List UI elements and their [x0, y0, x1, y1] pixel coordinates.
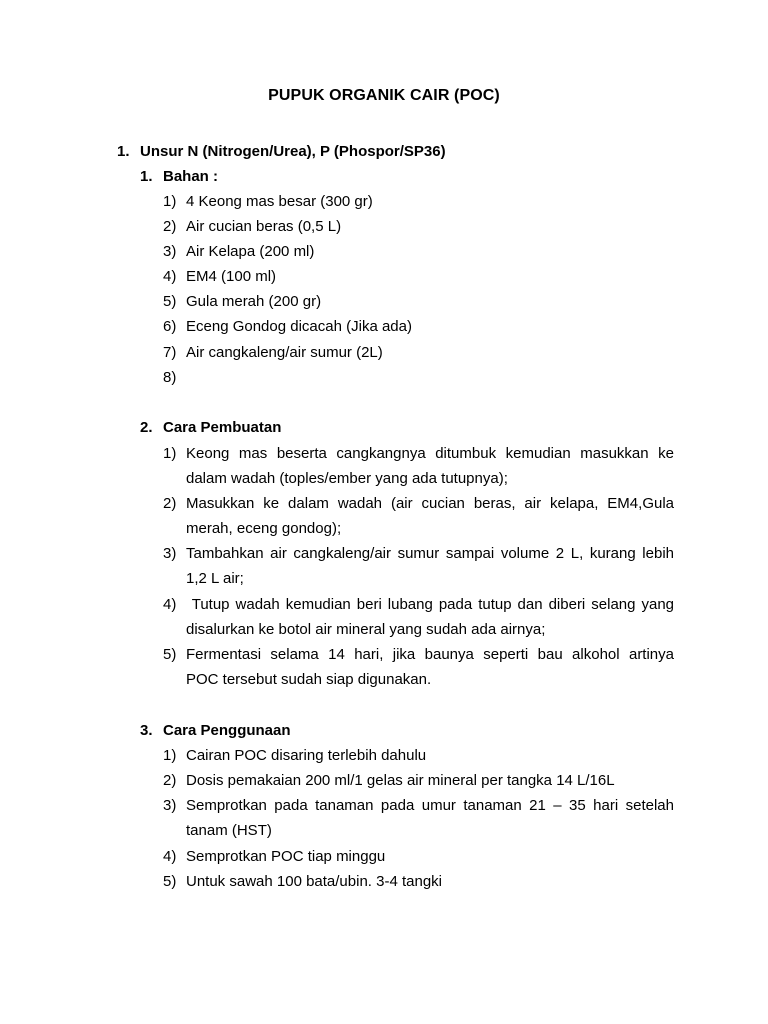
list-item-number: 5): [163, 873, 177, 890]
list-item: Gula merah (200 gr): [186, 293, 322, 310]
list-item-line: Untuk sawah 100 bata/ubin. 3-4 tangki: [186, 873, 443, 890]
list-item-number: 3): [163, 545, 177, 562]
list-item-line: Keong mas beserta cangkangnya ditumbuk kemudian masukkan ke: [186, 445, 674, 462]
section-heading: Unsur N (Nitrogen/Urea), P (Phospor/SP36): [140, 143, 446, 160]
list-item-number: 3): [163, 243, 177, 260]
list-item-number: 2): [163, 218, 177, 235]
list-item-number: 1): [163, 193, 177, 210]
subsection-heading: Cara Pembuatan: [163, 419, 282, 436]
list-item-line: Cairan POC disaring terlebih dahulu: [186, 747, 427, 764]
list-item-line: Tambahkan air cangkaleng/air sumur sampai volume 2 L, kurang lebih: [186, 545, 674, 562]
subsection-heading: Cara Penggunaan: [163, 722, 291, 739]
list-item-number: 6): [163, 318, 177, 335]
document-title: PUPUK ORGANIK CAIR (POC): [268, 87, 500, 104]
list-item-line: merah, eceng gondog);: [186, 520, 342, 537]
list-item-line: disalurkan ke botol air mineral yang sudah ada airnya;: [186, 621, 546, 638]
list-item: 4 Keong mas besar (300 gr): [186, 193, 373, 210]
list-item-number: 1): [163, 445, 177, 462]
list-item: Air Kelapa (200 ml): [186, 243, 315, 260]
list-item: Air cucian beras (0,5 L): [186, 218, 342, 235]
subsection-heading: Bahan :: [163, 168, 219, 185]
list-item-number: 5): [163, 646, 177, 663]
subsection-number: 3.: [140, 722, 153, 739]
list-item: EM4 (100 ml): [186, 268, 277, 285]
list-item-line: 1,2 L air;: [186, 570, 244, 587]
list-item-number: 1): [163, 747, 177, 764]
list-item-number: 5): [163, 293, 177, 310]
list-item-number: 2): [163, 772, 177, 789]
subsection-number: 1.: [140, 168, 153, 185]
list-item-number: 2): [163, 495, 177, 512]
list-item-line: Masukkan ke dalam wadah (air cucian beras, air kelapa, EM4,Gula: [186, 495, 674, 512]
subsection-number: 2.: [140, 419, 153, 436]
list-item-number: 7): [163, 344, 177, 361]
list-item-line: Semprotkan pada tanaman pada umur tanaman 21 – 35 hari setelah: [186, 797, 674, 814]
list-item-number: 4): [163, 848, 177, 865]
list-item-line: Tutup wadah kemudian beri lubang pada tutup dan diberi selang yang: [186, 596, 674, 613]
list-item-number: 3): [163, 797, 177, 814]
list-item: Air cangkaleng/air sumur (2L): [186, 344, 383, 361]
list-item-line: tanam (HST): [186, 822, 272, 839]
list-item-number: 4): [163, 596, 177, 613]
list-item-line: POC tersebut sudah siap digunakan.: [186, 671, 432, 688]
list-item-number: 8): [163, 369, 177, 386]
list-item-line: Semprotkan POC tiap minggu: [186, 848, 386, 865]
list-item-line: Dosis pemakaian 200 ml/1 gelas air mineral per tangka 14 L/16L: [186, 772, 615, 789]
list-item-number: 4): [163, 268, 177, 285]
list-item: Eceng Gondog dicacah (Jika ada): [186, 318, 412, 335]
list-item-line: dalam wadah (toples/ember yang ada tutupnya);: [186, 470, 508, 487]
section-number: 1.: [117, 143, 130, 160]
list-item-line: Fermentasi selama 14 hari, jika baunya seperti bau alkohol artinya: [186, 646, 674, 663]
